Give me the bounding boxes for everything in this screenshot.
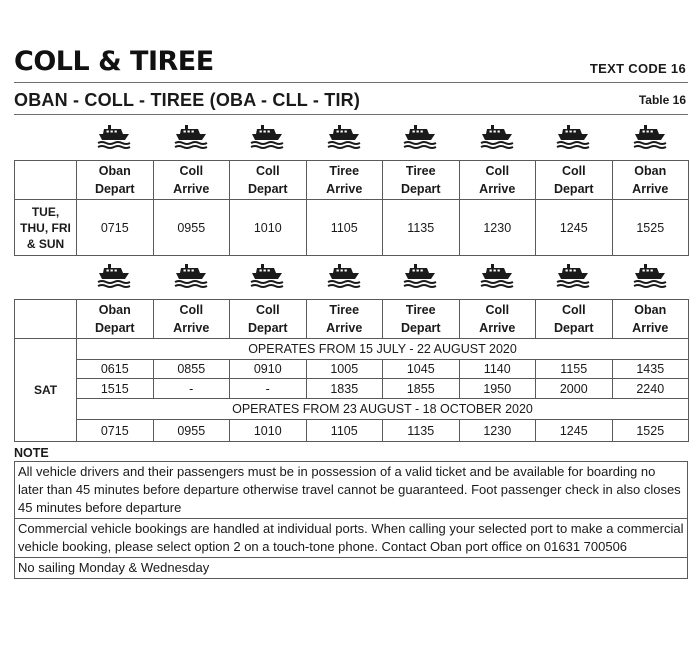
note-item: All vehicle drivers and their passengers must be in possession of a valid ticket and be available for boarding no later than 45 minutes before departure otherwise travel cannot be guaranteed. Foot passenger check in also closes 45 minutes before departure <box>14 461 688 519</box>
ferry-icon-cell <box>153 261 230 291</box>
ferry-icon <box>556 124 590 150</box>
column-header: Coll Arrive <box>153 161 230 200</box>
column-header: Oban Arrive <box>612 161 689 200</box>
ferry-icon <box>250 263 284 289</box>
ferry-icon-cell <box>535 261 612 291</box>
table-number: Table 16 <box>638 93 686 107</box>
day-label: TUE, THU, FRI & SUN <box>15 200 77 256</box>
column-header: Coll Arrive <box>459 300 536 339</box>
page-title: COLL & TIREE <box>14 46 214 77</box>
time-cell: - <box>230 379 307 399</box>
column-header: Oban Depart <box>77 161 154 200</box>
table-row <box>15 379 689 399</box>
time-cell: 1105 <box>306 200 383 256</box>
ferry-icon <box>174 263 208 289</box>
time-cell: 1135 <box>383 200 460 256</box>
column-header: Coll Depart <box>230 161 307 200</box>
corner-cell <box>15 161 77 200</box>
time-cell: - <box>153 379 230 399</box>
column-header: Coll Depart <box>536 300 613 339</box>
header-row <box>15 161 689 200</box>
ferry-icon-cell <box>306 122 383 152</box>
column-header: Coll Depart <box>230 300 307 339</box>
time-cell: 1835 <box>306 379 383 399</box>
ferry-icon <box>480 263 514 289</box>
time-cell: 1005 <box>306 360 383 379</box>
route-title: OBAN - COLL - TIREE (OBA - CLL - TIR) <box>14 90 361 110</box>
divider <box>14 82 688 83</box>
time-cell: 1135 <box>383 420 460 442</box>
ferry-icon <box>327 124 361 150</box>
ferry-icon-cell <box>229 122 306 152</box>
time-cell: 0955 <box>153 200 230 256</box>
ferry-icon-row <box>76 122 688 152</box>
time-cell: 0715 <box>77 200 154 256</box>
time-cell: 1105 <box>306 420 383 442</box>
table-row <box>15 360 689 379</box>
ferry-icon-cell <box>612 261 689 291</box>
time-cell: 1230 <box>459 200 536 256</box>
time-cell: 0955 <box>153 420 230 442</box>
time-cell: 0715 <box>77 420 154 442</box>
time-cell: 1045 <box>383 360 460 379</box>
saturday-timetable <box>14 299 689 442</box>
column-header: Coll Depart <box>536 161 613 200</box>
ferry-icon <box>480 124 514 150</box>
ferry-icon <box>403 263 437 289</box>
column-header: Tiree Depart <box>383 300 460 339</box>
ferry-icon-cell <box>306 261 383 291</box>
ferry-icon-cell <box>535 122 612 152</box>
ferry-icon <box>97 263 131 289</box>
time-cell: 2240 <box>612 379 689 399</box>
column-header: Tiree Arrive <box>306 161 383 200</box>
ferry-icon-cell <box>382 122 459 152</box>
ferry-icon-cell <box>76 261 153 291</box>
text-code: TEXT CODE 16 <box>589 61 686 76</box>
ferry-icon-cell <box>382 261 459 291</box>
period-row <box>15 399 689 420</box>
column-header: Oban Depart <box>77 300 154 339</box>
notes-heading: NOTE <box>14 446 49 460</box>
ferry-icon <box>633 124 667 150</box>
time-cell: 1010 <box>230 420 307 442</box>
period-label: OPERATES FROM 23 AUGUST - 18 OCTOBER 2020 <box>77 399 689 420</box>
note-item: Commercial vehicle bookings are handled at individual ports. When calling your selected port to make a commercial vehicle booking, please select option 2 on a touch-tone phone. Contact Oban port office on 01631 700506 <box>14 519 688 558</box>
ferry-icon-cell <box>459 122 536 152</box>
time-cell: 1245 <box>536 200 613 256</box>
ferry-icon <box>327 263 361 289</box>
column-header: Coll Arrive <box>459 161 536 200</box>
ferry-icon-row <box>76 261 688 291</box>
ferry-icon <box>174 124 208 150</box>
time-cell: 0910 <box>230 360 307 379</box>
column-header: Coll Arrive <box>153 300 230 339</box>
time-cell: 1155 <box>536 360 613 379</box>
day-label: SAT <box>15 339 77 442</box>
column-header: Tiree Depart <box>383 161 460 200</box>
ferry-icon <box>250 124 284 150</box>
time-cell: 2000 <box>536 379 613 399</box>
time-cell: 1010 <box>230 200 307 256</box>
time-cell: 1525 <box>612 420 689 442</box>
corner-cell <box>15 300 77 339</box>
weekday-timetable <box>14 160 689 256</box>
header-row <box>15 300 689 339</box>
divider <box>14 114 688 115</box>
table-row <box>15 200 689 256</box>
note-item: No sailing Monday & Wednesday <box>14 558 688 579</box>
table-row <box>15 420 689 442</box>
column-header: Oban Arrive <box>612 300 689 339</box>
ferry-icon-cell <box>612 122 689 152</box>
time-cell: 0615 <box>77 360 154 379</box>
ferry-icon <box>556 263 590 289</box>
time-cell: 1230 <box>459 420 536 442</box>
time-cell: 1855 <box>383 379 460 399</box>
period-row <box>15 339 689 360</box>
time-cell: 0855 <box>153 360 230 379</box>
ferry-icon <box>633 263 667 289</box>
notes-box <box>14 461 688 579</box>
time-cell: 1525 <box>612 200 689 256</box>
time-cell: 1140 <box>459 360 536 379</box>
ferry-icon-cell <box>153 122 230 152</box>
time-cell: 1515 <box>77 379 154 399</box>
ferry-icon <box>403 124 437 150</box>
time-cell: 1950 <box>459 379 536 399</box>
period-label: OPERATES FROM 15 JULY - 22 AUGUST 2020 <box>77 339 689 360</box>
time-cell: 1245 <box>536 420 613 442</box>
column-header: Tiree Arrive <box>306 300 383 339</box>
ferry-icon-cell <box>459 261 536 291</box>
time-cell: 1435 <box>612 360 689 379</box>
ferry-icon <box>97 124 131 150</box>
ferry-icon-cell <box>229 261 306 291</box>
ferry-icon-cell <box>76 122 153 152</box>
